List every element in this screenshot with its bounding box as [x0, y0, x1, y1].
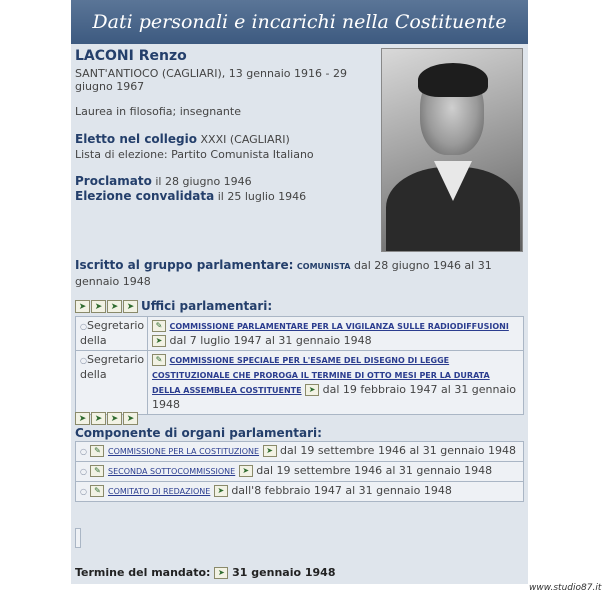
mandate-end-date: 31 gennaio 1948 [232, 566, 336, 579]
validated-date: il 25 luglio 1946 [217, 190, 307, 203]
election-college-row [75, 132, 290, 146]
banner-title: Dati personali e incarichi nella Costituente [92, 11, 507, 33]
bullet-icon: ○ [80, 447, 87, 456]
nav-arrow-icon[interactable]: ➤ [91, 300, 106, 313]
validated-label: Elezione convalidata [75, 189, 215, 203]
proclaimed-label: Proclamato [75, 174, 152, 188]
profile-panel [71, 44, 528, 584]
component-period: dal 19 settembre 1946 al 31 gennaio 1948 [280, 444, 516, 457]
mandate-end-label: Termine del mandato: [75, 566, 211, 579]
proclaimed-row [75, 174, 252, 188]
components-table [75, 441, 524, 502]
election-list-row [75, 148, 314, 161]
arrow-icon[interactable]: ➤ [152, 335, 166, 347]
election-list: Lista di elezione: Partito Comunista Italiano [75, 148, 314, 161]
bullet-icon: ○ [80, 467, 87, 476]
watermark: www.studio87.it [529, 583, 602, 593]
office-period: dal 7 luglio 1947 al 31 gennaio 1948 [169, 334, 372, 347]
office-period: dal 19 febbraio 1947 al 31 gennaio 1948 [152, 383, 517, 411]
nav-arrow-icon[interactable]: ➤ [107, 300, 122, 313]
office-role: Segretario della [80, 353, 145, 381]
component-body-link[interactable]: COMMISSIONE PER LA COSTITUZIONE [107, 447, 260, 456]
group-party: COMUNISTA [296, 262, 351, 271]
group-label: Iscritto al gruppo parlamentare: [75, 258, 294, 272]
proclaimed-date: il 28 giugno 1946 [155, 175, 252, 188]
office-row [76, 317, 523, 351]
office-row [76, 351, 523, 414]
document-icon[interactable]: ✎ [90, 465, 104, 477]
component-body-link[interactable]: SECONDA SOTTOCOMMISSIONE [107, 467, 236, 476]
document-icon[interactable]: ✎ [90, 445, 104, 457]
document-icon[interactable]: ✎ [90, 485, 104, 497]
component-row [76, 482, 523, 501]
bullet-icon: ○ [80, 487, 87, 496]
mandate-end [75, 566, 335, 579]
component-row [76, 462, 523, 482]
person-birth: SANT'ANTIOCO (CAGLIARI), 13 gennaio 1916 - 29 giugno 1967 [75, 67, 347, 93]
office-body-link[interactable]: COMMISSIONE SPECIALE PER L'ESAME DEL DISEGNO DI LEGGE COSTITUZIONALE CHE PROROGA IL TERMINE DI OTTO MESI PER LA DURATA DELLA ASSEMBLEA COSTITUENTE [152, 356, 490, 395]
components-title: Componente di organi parlamentari: [75, 426, 322, 440]
person-profession: Laurea in filosofia; insegnante [75, 105, 241, 118]
arrow-icon[interactable]: ➤ [239, 465, 253, 477]
nav-arrow-icon[interactable]: ➤ [107, 412, 122, 425]
arrow-icon[interactable]: ➤ [263, 445, 277, 457]
group-period: dal 28 giugno 1946 al 31 gennaio 1948 [75, 259, 492, 288]
arrow-icon[interactable]: ➤ [214, 485, 228, 497]
component-period: dall'8 febbraio 1947 al 31 gennaio 1948 [231, 484, 452, 497]
person-name: LACONI Renzo [75, 48, 187, 64]
document-icon[interactable]: ✎ [152, 354, 166, 366]
component-body-link[interactable]: COMITATO DI REDAZIONE [107, 487, 211, 496]
arrow-icon[interactable]: ➤ [214, 567, 228, 579]
election-college: XXXI (CAGLIARI) [200, 133, 290, 146]
nav-arrow-icon[interactable]: ➤ [123, 300, 138, 313]
bullet-icon: ○ [80, 322, 87, 331]
offices-table [75, 316, 524, 415]
arrow-icon[interactable]: ➤ [305, 384, 319, 396]
offices-nav-icons [75, 300, 138, 313]
office-body-link[interactable]: COMMISSIONE PARLAMENTARE PER LA VIGILANZA SULLE RADIODIFFUSIONI [169, 322, 509, 331]
document-icon[interactable]: ✎ [152, 320, 166, 332]
offices-title: Uffici parlamentari: [141, 299, 273, 313]
nav-arrow-icon[interactable]: ➤ [75, 300, 90, 313]
components-nav-icons [75, 412, 138, 425]
election-label: Eletto nel collegio [75, 132, 197, 146]
nav-arrow-icon[interactable]: ➤ [91, 412, 106, 425]
validated-row [75, 189, 306, 203]
component-row [76, 442, 523, 462]
parliamentary-group [75, 258, 525, 289]
empty-frame [75, 528, 81, 548]
deputy-photo [381, 48, 523, 252]
nav-arrow-icon[interactable]: ➤ [123, 412, 138, 425]
bullet-icon: ○ [80, 356, 87, 365]
component-period: dal 19 settembre 1946 al 31 gennaio 1948 [256, 464, 493, 477]
page-banner [71, 0, 528, 44]
office-role: Segretario della [80, 319, 145, 347]
nav-arrow-icon[interactable]: ➤ [75, 412, 90, 425]
